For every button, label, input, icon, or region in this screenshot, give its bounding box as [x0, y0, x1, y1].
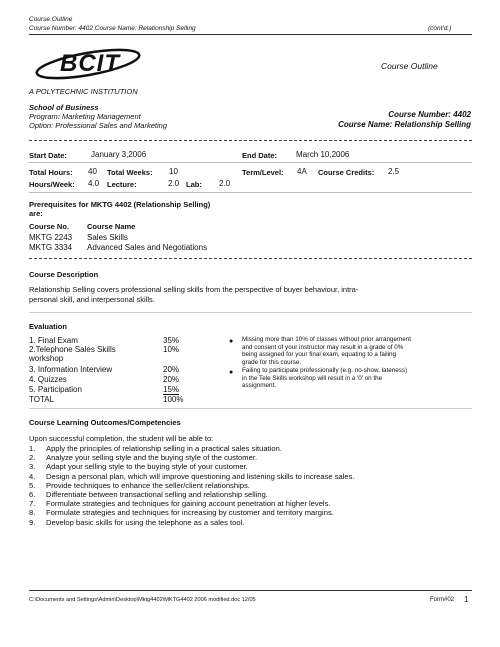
item-number: 9. — [29, 517, 36, 527]
divider-4 — [29, 258, 472, 259]
note-line: grade for this course. — [242, 358, 302, 366]
page-number: 1 — [464, 595, 469, 604]
list-item — [29, 462, 355, 471]
note-line: Failing to participate professionally (e.g. no-show, lateness) — [242, 367, 408, 374]
course-number: Course Number: 4402 — [388, 110, 471, 119]
item-number: 8. — [29, 508, 36, 518]
start-date-value: January 3,2006 — [91, 150, 147, 159]
note-missing-classes — [242, 336, 462, 366]
lecture-value: 2.0 — [168, 179, 180, 188]
bullet-icon: ● — [229, 338, 234, 345]
total-weeks-value: 10 — [169, 167, 178, 176]
prereq-row-1-no: MKTG 2243 — [29, 233, 73, 242]
total-hours-value: 40 — [88, 167, 97, 176]
footer-rule — [29, 590, 472, 591]
eval-total-value: 100% — [163, 395, 184, 404]
list-item — [29, 481, 355, 490]
course-credits-label: Course Credits: — [318, 168, 375, 177]
bullet-icon: ● — [229, 369, 234, 376]
eval-item-label: 2.Telephone Sales Skills — [29, 345, 116, 354]
end-date-value: March 10,2006 — [296, 150, 350, 159]
eval-item-label: workshop — [29, 354, 64, 363]
item-text: Design a personal plan, which will improve questioning and listening skills to increase sales. — [46, 471, 355, 481]
eval-item-value: 20% — [163, 365, 180, 374]
eval-item-value: 10% — [163, 345, 180, 354]
item-text: Differentiate between transactional selling and relationship selling. — [46, 489, 268, 499]
prereq-row-1-name: Sales Skills — [87, 233, 128, 242]
item-number: 2. — [29, 453, 36, 463]
list-item — [29, 499, 355, 508]
start-date-label: Start Date: — [29, 151, 67, 160]
item-text: Adapt your selling style to the buying style of your customer. — [46, 462, 248, 472]
outcomes-intro: Upon successful completion, the student will be able to: — [29, 434, 214, 443]
program-name: Program: Marketing Management — [29, 112, 141, 121]
eval-item-label: 3. Information Interview — [29, 365, 113, 374]
list-item — [29, 453, 355, 462]
description-heading: Course Description — [29, 270, 99, 279]
eval-item-value: 15% — [163, 385, 180, 394]
list-item — [29, 490, 355, 499]
description-line-1: Relationship Selling covers professional selling skills from the perspective of buyer behaviour, intra- — [29, 285, 359, 294]
item-text: Apply the principles of relationship selling in a practical sales situation. — [46, 444, 282, 453]
divider-2 — [29, 162, 472, 163]
eval-item-value: 35% — [163, 336, 180, 345]
header-contd: (cont'd.) — [428, 25, 452, 32]
note-line: assignment. — [242, 382, 276, 390]
prereq-heading: Prerequisites for MKTG 4402 (Relationship Selling) — [29, 200, 211, 209]
divider-5 — [29, 312, 472, 313]
option-name: Option: Professional Sales and Marketing — [29, 121, 167, 130]
eval-item-label: 1. Final Exam — [29, 336, 78, 345]
lab-value: 2.0 — [219, 179, 231, 188]
course-credits-value: 2.5 — [388, 167, 400, 176]
course-outline-title: Course Outline — [381, 61, 438, 71]
bcit-logo — [32, 44, 144, 84]
note-line: being assigned for your final exam, equating to a failing — [242, 351, 397, 359]
header-title: Course Outline — [29, 16, 73, 23]
list-item — [29, 518, 355, 527]
divider-6 — [29, 408, 472, 409]
item-text: Analyze your selling style and the buying style of the customer. — [46, 453, 258, 463]
lab-label: Lab: — [186, 180, 202, 189]
header-subtitle: Course Number: 4402 Course Name: Relationship Selling — [29, 25, 196, 32]
item-text: Formulate strategies and techniques for gaining account penetration at higher levels. — [46, 499, 331, 509]
lecture-label: Lecture: — [107, 180, 137, 189]
item-number: 3. — [29, 462, 36, 472]
divider-1 — [29, 140, 472, 141]
prereq-row-2-name: Advanced Sales and Negotiations — [87, 243, 208, 252]
term-level-label: Term/Level: — [242, 168, 284, 177]
eval-item-value: 20% — [163, 375, 180, 384]
divider-3 — [29, 192, 472, 193]
note-line: in the Tele Skills workshop will result in a '0' on the — [242, 374, 383, 382]
item-number: 7. — [29, 499, 36, 509]
prereq-col-no: Course No. — [29, 222, 70, 231]
item-number: 1. — [29, 444, 36, 453]
list-item — [29, 444, 355, 453]
item-text: Develop basic skills for using the telephone as a sales tool. — [46, 517, 245, 527]
header-rule — [29, 34, 472, 35]
total-weeks-label: Total Weeks: — [107, 168, 153, 177]
description-line-2: personal skill, and interpersonal skills. — [29, 295, 155, 304]
eval-total-label: TOTAL — [29, 395, 55, 404]
item-number: 6. — [29, 489, 36, 499]
footer-path: C:\Documents and Settings\Admin\Desktop\Mktg4402\MKTG4402 2006 modified.doc 12/05 — [29, 597, 256, 603]
item-number: 5. — [29, 480, 36, 490]
note-line: and consent of your instructor may result in a grade of 0% — [242, 343, 404, 351]
item-number: 4. — [29, 471, 36, 481]
logo-tagline: A POLYTECHNIC INSTITUTION — [29, 87, 138, 96]
prereq-row-2-no: MKTG 3334 — [29, 243, 73, 252]
eval-item-label: 5. Participation — [29, 385, 82, 394]
hours-week-label: Hours/Week: — [29, 180, 75, 189]
note-participation — [242, 367, 462, 390]
footer-form: Form#02 — [430, 597, 455, 603]
item-text: Formulate strategies and techniques for increasing by customer and territory margins. — [46, 508, 334, 518]
prereq-heading-2: are: — [29, 209, 43, 218]
course-name: Course Name: Relationship Selling — [338, 120, 471, 129]
outcomes-list — [29, 444, 355, 527]
prereq-col-name: Course Name — [87, 222, 136, 231]
evaluation-heading: Evaluation — [29, 322, 67, 331]
list-item — [29, 472, 355, 481]
outcomes-heading: Course Learning Outcomes/Competencies — [29, 418, 181, 427]
total-hours-label: Total Hours: — [29, 168, 73, 177]
end-date-label: End Date: — [242, 151, 278, 160]
note-line: Missing more than 10% of classes without prior arrangement — [242, 336, 412, 343]
bcit-logo-text: BCIT — [60, 50, 120, 77]
item-text: Provide techniques to enhance the seller/client relationships. — [46, 480, 250, 490]
hours-week-value: 4.0 — [88, 179, 100, 188]
school-name: School of Business — [29, 103, 99, 112]
list-item — [29, 508, 355, 517]
eval-item-label: 4. Quizzes — [29, 375, 67, 384]
term-level-value: 4A — [297, 167, 307, 176]
